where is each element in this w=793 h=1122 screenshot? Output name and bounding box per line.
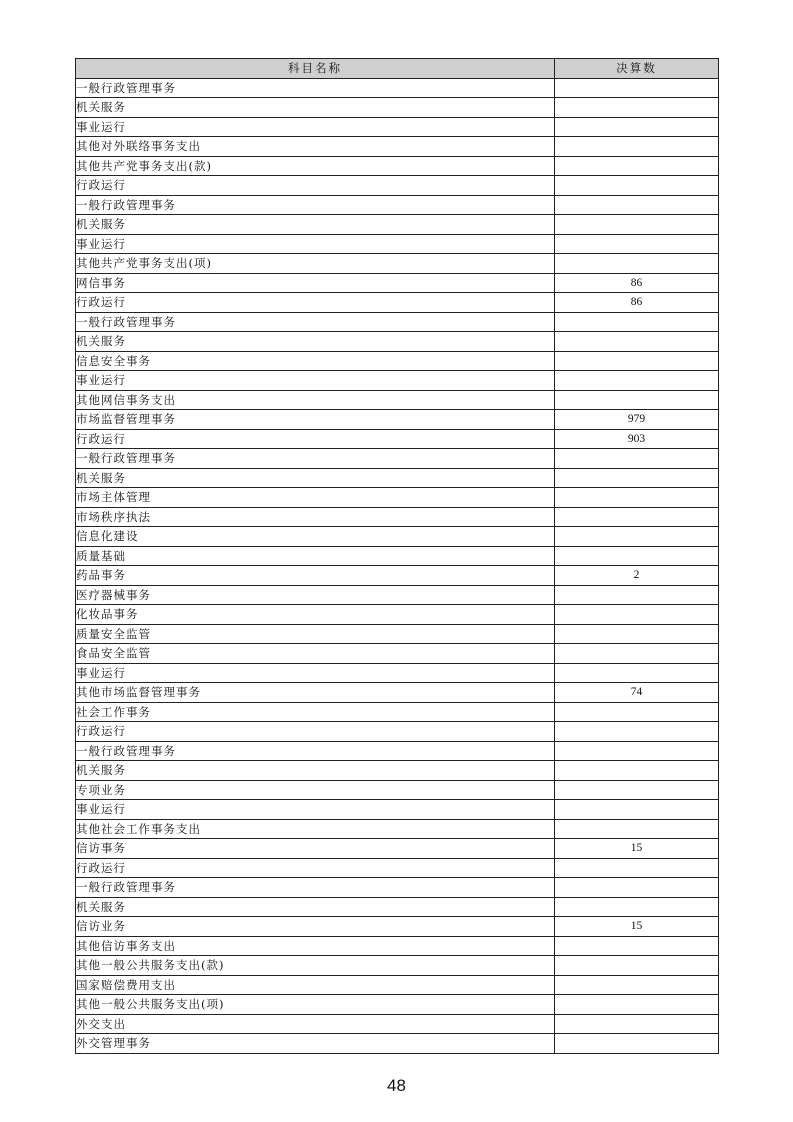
table-row [76, 936, 719, 956]
subject-name-cell: 网信事务 [76, 273, 555, 293]
final-amount-cell [555, 741, 719, 761]
final-amount-cell [555, 702, 719, 722]
final-amount-cell [555, 449, 719, 469]
final-amount-cell [555, 351, 719, 371]
final-amount-cell [555, 800, 719, 820]
table-row [76, 117, 719, 137]
table-row [76, 897, 719, 917]
final-amount-cell: 74 [555, 683, 719, 703]
final-amount-cell [555, 605, 719, 625]
table-row [76, 332, 719, 352]
subject-name-cell: 一般行政管理事务 [76, 878, 555, 898]
final-amount-cell [555, 195, 719, 215]
table-row [76, 780, 719, 800]
table-row [76, 546, 719, 566]
table-row [76, 137, 719, 157]
table-row [76, 605, 719, 625]
subject-name-cell: 医疗器械事务 [76, 585, 555, 605]
subject-name-header: 科目名称 [76, 59, 555, 79]
final-amount-cell [555, 488, 719, 508]
subject-name-cell: 一般行政管理事务 [76, 78, 555, 98]
table-row [76, 429, 719, 449]
subject-name-cell: 信息化建设 [76, 527, 555, 547]
final-amount-cell [555, 546, 719, 566]
final-amount-cell [555, 137, 719, 157]
subject-name-cell: 事业运行 [76, 663, 555, 683]
subject-name-cell: 外交管理事务 [76, 1034, 555, 1054]
final-amount-cell [555, 644, 719, 664]
subject-name-cell: 机关服务 [76, 215, 555, 235]
final-amount-cell [555, 585, 719, 605]
final-amount-cell [555, 897, 719, 917]
table-row [76, 800, 719, 820]
subject-name-cell: 市场监督管理事务 [76, 410, 555, 430]
final-amount-cell [555, 176, 719, 196]
final-amount-cell [555, 117, 719, 137]
table-row [76, 176, 719, 196]
final-amount-cell [555, 78, 719, 98]
subject-name-cell: 行政运行 [76, 722, 555, 742]
header-row [76, 59, 719, 79]
subject-name-cell: 专项业务 [76, 780, 555, 800]
table-row [76, 1034, 719, 1054]
subject-name-cell: 行政运行 [76, 429, 555, 449]
subject-name-cell: 机关服务 [76, 332, 555, 352]
final-amount-cell [555, 761, 719, 781]
final-amount-cell [555, 975, 719, 995]
final-amount-cell [555, 722, 719, 742]
table-row [76, 917, 719, 937]
subject-name-cell: 其他信访事务支出 [76, 936, 555, 956]
final-amount-cell [555, 312, 719, 332]
table-row [76, 683, 719, 703]
table-row [76, 468, 719, 488]
subject-name-cell: 事业运行 [76, 234, 555, 254]
final-amount-cell [555, 858, 719, 878]
table-row [76, 761, 719, 781]
final-amount-cell [555, 819, 719, 839]
table-row [76, 78, 719, 98]
final-amount-cell: 979 [555, 410, 719, 430]
subject-name-cell: 其他一般公共服务支出(项) [76, 995, 555, 1015]
table-row [76, 312, 719, 332]
final-amount-cell [555, 98, 719, 118]
final-amount-cell: 86 [555, 293, 719, 313]
subject-name-cell: 药品事务 [76, 566, 555, 586]
table-row [76, 722, 719, 742]
final-amount-cell [555, 371, 719, 391]
final-amount-cell [555, 254, 719, 274]
subject-name-cell: 社会工作事务 [76, 702, 555, 722]
subject-name-cell: 市场主体管理 [76, 488, 555, 508]
subject-name-cell: 其他共产党事务支出(款) [76, 156, 555, 176]
subject-name-cell: 外交支出 [76, 1014, 555, 1034]
table-row [76, 858, 719, 878]
subject-name-cell: 其他社会工作事务支出 [76, 819, 555, 839]
table-row [76, 156, 719, 176]
table-row [76, 878, 719, 898]
table-row [76, 975, 719, 995]
final-amount-cell [555, 527, 719, 547]
table-row [76, 98, 719, 118]
final-amount-cell [555, 878, 719, 898]
subject-name-cell: 国家赔偿费用支出 [76, 975, 555, 995]
table-row [76, 663, 719, 683]
table-row [76, 390, 719, 410]
page-number: 48 [387, 1076, 406, 1095]
final-amount-cell [555, 507, 719, 527]
subject-name-cell: 质量安全监管 [76, 624, 555, 644]
subject-name-cell: 机关服务 [76, 761, 555, 781]
table-row [76, 371, 719, 391]
final-amount-cell [555, 468, 719, 488]
final-amount-cell: 2 [555, 566, 719, 586]
final-amount-cell: 15 [555, 839, 719, 859]
final-amount-cell [555, 215, 719, 235]
subject-name-cell: 行政运行 [76, 293, 555, 313]
table-row [76, 449, 719, 469]
subject-name-cell: 信访事务 [76, 839, 555, 859]
subject-name-cell: 质量基础 [76, 546, 555, 566]
table-row [76, 410, 719, 430]
subject-name-cell: 行政运行 [76, 176, 555, 196]
table-row [76, 702, 719, 722]
subject-name-cell: 事业运行 [76, 117, 555, 137]
table-row [76, 488, 719, 508]
table-row [76, 995, 719, 1015]
table-row [76, 293, 719, 313]
final-amount-cell: 86 [555, 273, 719, 293]
final-amount-cell [555, 156, 719, 176]
table-row [76, 234, 719, 254]
subject-name-cell: 信访业务 [76, 917, 555, 937]
table-row [76, 273, 719, 293]
final-amount-cell [555, 936, 719, 956]
table-row [76, 254, 719, 274]
subject-name-cell: 事业运行 [76, 371, 555, 391]
final-amount-cell [555, 390, 719, 410]
table-row [76, 351, 719, 371]
subject-name-cell: 市场秩序执法 [76, 507, 555, 527]
subject-name-cell: 一般行政管理事务 [76, 449, 555, 469]
subject-name-cell: 其他对外联络事务支出 [76, 137, 555, 157]
final-amount-cell [555, 780, 719, 800]
subject-name-cell: 事业运行 [76, 800, 555, 820]
table-row [76, 624, 719, 644]
table-row [76, 741, 719, 761]
subject-name-cell: 机关服务 [76, 98, 555, 118]
subject-name-cell: 其他网信事务支出 [76, 390, 555, 410]
subject-name-cell: 食品安全监管 [76, 644, 555, 664]
final-amount-cell [555, 663, 719, 683]
subject-name-cell: 信息安全事务 [76, 351, 555, 371]
final-amount-cell [555, 995, 719, 1015]
table-row [76, 566, 719, 586]
subject-name-cell: 其他共产党事务支出(项) [76, 254, 555, 274]
final-amount-cell [555, 234, 719, 254]
table-row [76, 819, 719, 839]
subject-name-cell: 机关服务 [76, 468, 555, 488]
subject-name-cell: 一般行政管理事务 [76, 741, 555, 761]
subject-name-cell: 一般行政管理事务 [76, 312, 555, 332]
table-body [76, 78, 719, 1053]
table-row [76, 839, 719, 859]
table-row [76, 644, 719, 664]
final-amount-cell [555, 624, 719, 644]
subject-name-cell: 行政运行 [76, 858, 555, 878]
table-row [76, 215, 719, 235]
table-row [76, 956, 719, 976]
table-row [76, 195, 719, 215]
final-amount-cell [555, 956, 719, 976]
table-row [76, 527, 719, 547]
budget-table [75, 58, 719, 1054]
table-row [76, 585, 719, 605]
final-amount-cell [555, 332, 719, 352]
final-amount-cell [555, 1034, 719, 1054]
subject-name-cell: 一般行政管理事务 [76, 195, 555, 215]
subject-name-cell: 机关服务 [76, 897, 555, 917]
subject-name-cell: 其他一般公共服务支出(款) [76, 956, 555, 976]
subject-name-cell: 化妆品事务 [76, 605, 555, 625]
final-amount-cell [555, 1014, 719, 1034]
final-amount-cell: 15 [555, 917, 719, 937]
table-row [76, 1014, 719, 1034]
final-amount-cell: 903 [555, 429, 719, 449]
subject-name-cell: 其他市场监督管理事务 [76, 683, 555, 703]
final-amount-header: 决算数 [555, 59, 719, 79]
table-row [76, 507, 719, 527]
